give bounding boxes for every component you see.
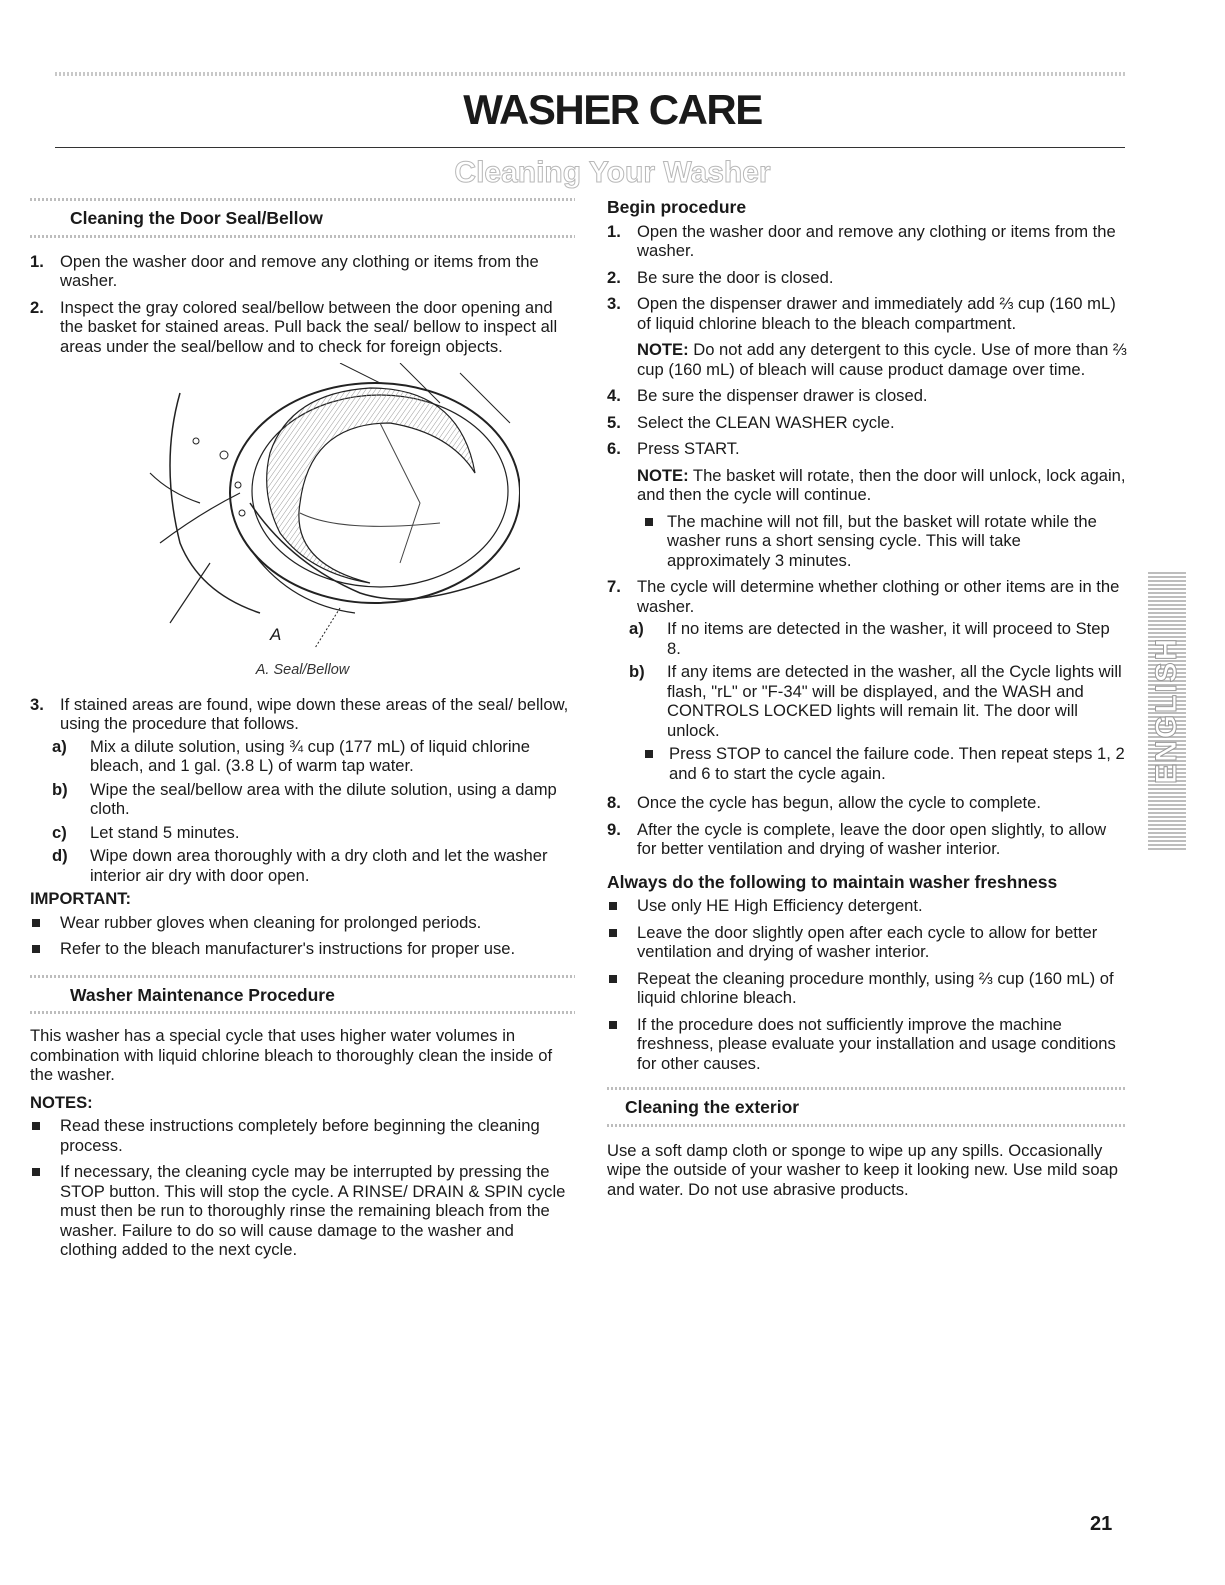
begin-step-2 (607, 268, 1127, 288)
note-label: NOTE: (637, 465, 689, 485)
step-text: After the cycle is complete, leave the door open slightly, to allow for better ventilation and drying of washer interior. (637, 819, 1107, 858)
substep-text: If no items are detected in the washer, it will proceed to Step 8. (667, 619, 1110, 658)
notes-bullet: If necessary, the cleaning cycle may be interrupted by pressing the STOP button. This will stop the cycle. A RINSE/ DRAIN & SPIN cycle must then be run to thoroughly rinse the remaining bleach from the washer. Failure to do so will cause damage to the washer and clothing added to the next cycle. (30, 1162, 575, 1260)
step7-substep-b (607, 662, 1127, 740)
maintenance-heading: Washer Maintenance Procedure (70, 984, 335, 1005)
step-number: 1. (30, 251, 44, 271)
step-text: Open the washer door and remove any clothing or items from the washer. (60, 251, 539, 290)
step-number: 5. (607, 412, 621, 432)
step-number: 1. (607, 221, 621, 241)
dotted-rule (30, 975, 575, 978)
door-seal-step-1 (30, 252, 575, 291)
door-seal-step-2 (30, 298, 575, 357)
substep-letter: a) (52, 736, 67, 756)
begin-step-4 (607, 386, 1127, 406)
step-number: 4. (607, 386, 621, 405)
seal-bellow-illustration (140, 363, 520, 653)
step3-note (607, 340, 1127, 379)
dotted-rule (30, 198, 575, 201)
note-text: The basket will rotate, then the door will unlock, lock again, and then the cycle will continue. (637, 465, 1126, 504)
freshness-heading: Always do the following to maintain washer freshness (607, 871, 1058, 892)
title-rule (55, 147, 1125, 148)
note-text: Do not add any detergent to this cycle. Use of more than ⅔ cup (160 mL) of bleach will cause product damage over time. (637, 340, 1127, 379)
substep-letter: b) (52, 779, 68, 799)
important-bullet: Wear rubber gloves when cleaning for prolonged periods. (30, 913, 575, 933)
freshness-bullet: Use only HE High Efficiency detergent. (607, 896, 1127, 916)
dotted-rule (607, 1087, 1127, 1090)
substep-b (30, 780, 575, 819)
step-text: Inspect the gray colored seal/bellow between the door opening and the basket for stained areas. Pull back the seal/ bellow to inspect all areas under the seal/bellow and to check for foreign objects. (60, 297, 558, 356)
begin-procedure-final-steps (607, 793, 1127, 859)
door-seal-step-3 (30, 695, 575, 734)
step-number: 2. (607, 267, 621, 287)
step-number: 9. (607, 819, 621, 839)
important-label: IMPORTANT: (30, 889, 132, 908)
substep-text: Wipe the seal/bellow area with the dilute solution, using a damp cloth. (90, 779, 557, 818)
step-number: 6. (607, 439, 621, 458)
important-bullet: Refer to the bleach manufacturer's instructions for proper use. (30, 939, 575, 959)
step-text: Once the cycle has begun, allow the cycle to complete. (637, 793, 1042, 812)
substep-text: Mix a dilute solution, using ¾ cup (177 mL) of liquid chlorine bleach, and 1 gal. (3.8 L) of warm tap water. (90, 736, 530, 775)
substep-letter: b) (629, 662, 645, 681)
substep-letter: d) (52, 846, 68, 865)
top-dotted-rule (55, 72, 1125, 76)
begin-procedure-step7 (607, 577, 1127, 616)
dotted-rule (30, 235, 575, 238)
left-column (30, 198, 575, 1267)
exterior-heading: Cleaning the exterior (625, 1097, 800, 1117)
substep-c (30, 823, 575, 843)
freshness-bullet: If the procedure does not sufficiently improve the machine freshness, please evaluate your installation and usage conditions for other causes. (607, 1015, 1127, 1074)
step-number: 3. (30, 694, 44, 714)
begin-step-1 (607, 222, 1127, 261)
freshness-bullet: Leave the door slightly open after each cycle to allow for better ventilation and drying of washer interior. (607, 923, 1127, 962)
step6-note (607, 466, 1127, 505)
begin-step-3 (607, 294, 1127, 333)
door-seal-heading: Cleaning the Door Seal/Bellow (70, 208, 323, 228)
note-label: NOTE: (637, 340, 689, 359)
substep-a (30, 737, 575, 776)
step6-bullet: The machine will not fill, but the basket will rotate while the washer runs a short sensing cycle. This will take approximately 3 minutes. (607, 512, 1127, 571)
substep-letter: a) (629, 619, 644, 638)
begin-step-9 (607, 820, 1127, 859)
seal-bellow-figure (30, 363, 575, 653)
right-column (607, 198, 1127, 1207)
substep-text: Wipe down area thoroughly with a dry cloth and let the washer interior air dry with door open. (90, 846, 548, 885)
freshness-bullet: Repeat the cleaning procedure monthly, using ⅔ cup (160 mL) of liquid chlorine bleach. (607, 969, 1127, 1008)
begin-procedure-heading: Begin procedure (607, 197, 747, 217)
exterior-text: Use a soft damp cloth or sponge to wipe up any spills. Occasionally wipe the outside of your washer to keep it looking new. Use mild soap and water. Do not use abrasive products. (607, 1140, 1119, 1199)
step-number: 7. (607, 577, 621, 596)
dotted-rule (607, 1124, 1127, 1127)
section-title: Cleaning Your Washer (454, 156, 771, 189)
step-text: Open the dispenser drawer and immediately add ⅔ cup (160 mL) of liquid chlorine bleach to the bleach compartment. (637, 294, 1116, 333)
step-number: 2. (30, 297, 44, 317)
begin-step-5 (607, 413, 1127, 433)
begin-procedure-steps (607, 222, 1127, 334)
step-text: The cycle will determine whether clothing or other items are in the washer. (637, 577, 1120, 616)
figure-caption: A. Seal/Bellow (255, 662, 350, 678)
door-seal-steps (30, 252, 575, 357)
page-title: WASHER CARE (463, 86, 762, 133)
door-seal-step3-list (30, 695, 575, 734)
maintenance-intro: This washer has a special cycle that uses higher water volumes in combination with liquid chlorine bleach to thoroughly clean the inside of the washer. (30, 1026, 553, 1084)
figure-label: A (270, 625, 282, 644)
language-side-tab-label: ENGLISH (1150, 636, 1183, 784)
substep-text: If any items are detected in the washer, all the Cycle lights will flash, "rL" or "F-34" will be displayed, and the WASH and CONTROLS LOCKED lights will remain lit. The door will unlock. (667, 662, 1122, 740)
substep-letter: c) (52, 822, 67, 842)
step-text: If stained areas are found, wipe down these areas of the seal/ bellow, using the procedure that follows. (60, 694, 569, 733)
step7b-bullet: Press STOP to cancel the failure code. Then repeat steps 1, 2 and 6 to start the cycle again. (607, 744, 1127, 783)
notes-label: NOTES: (30, 1092, 93, 1112)
step-number: 8. (607, 793, 621, 812)
step-number: 3. (607, 294, 621, 313)
notes-bullet: Read these instructions completely before beginning the cleaning process. (30, 1116, 575, 1155)
step-text: Be sure the door is closed. (637, 267, 834, 287)
step-text: Open the washer door and remove any clothing or items from the washer. (637, 221, 1116, 260)
begin-step-6 (607, 439, 1127, 459)
begin-procedure-steps-cont (607, 386, 1127, 459)
step-text: Press START. (637, 439, 740, 458)
page-number: 21 (1090, 1513, 1113, 1535)
dotted-rule (30, 1011, 575, 1014)
begin-step-8 (607, 793, 1127, 813)
step-text: Select the CLEAN WASHER cycle. (637, 412, 895, 432)
begin-step-7 (607, 577, 1127, 616)
step7-substep-a (607, 619, 1127, 658)
step-text: Be sure the dispenser drawer is closed. (637, 386, 928, 405)
substep-d (30, 846, 575, 885)
substep-text: Let stand 5 minutes. (90, 822, 240, 842)
